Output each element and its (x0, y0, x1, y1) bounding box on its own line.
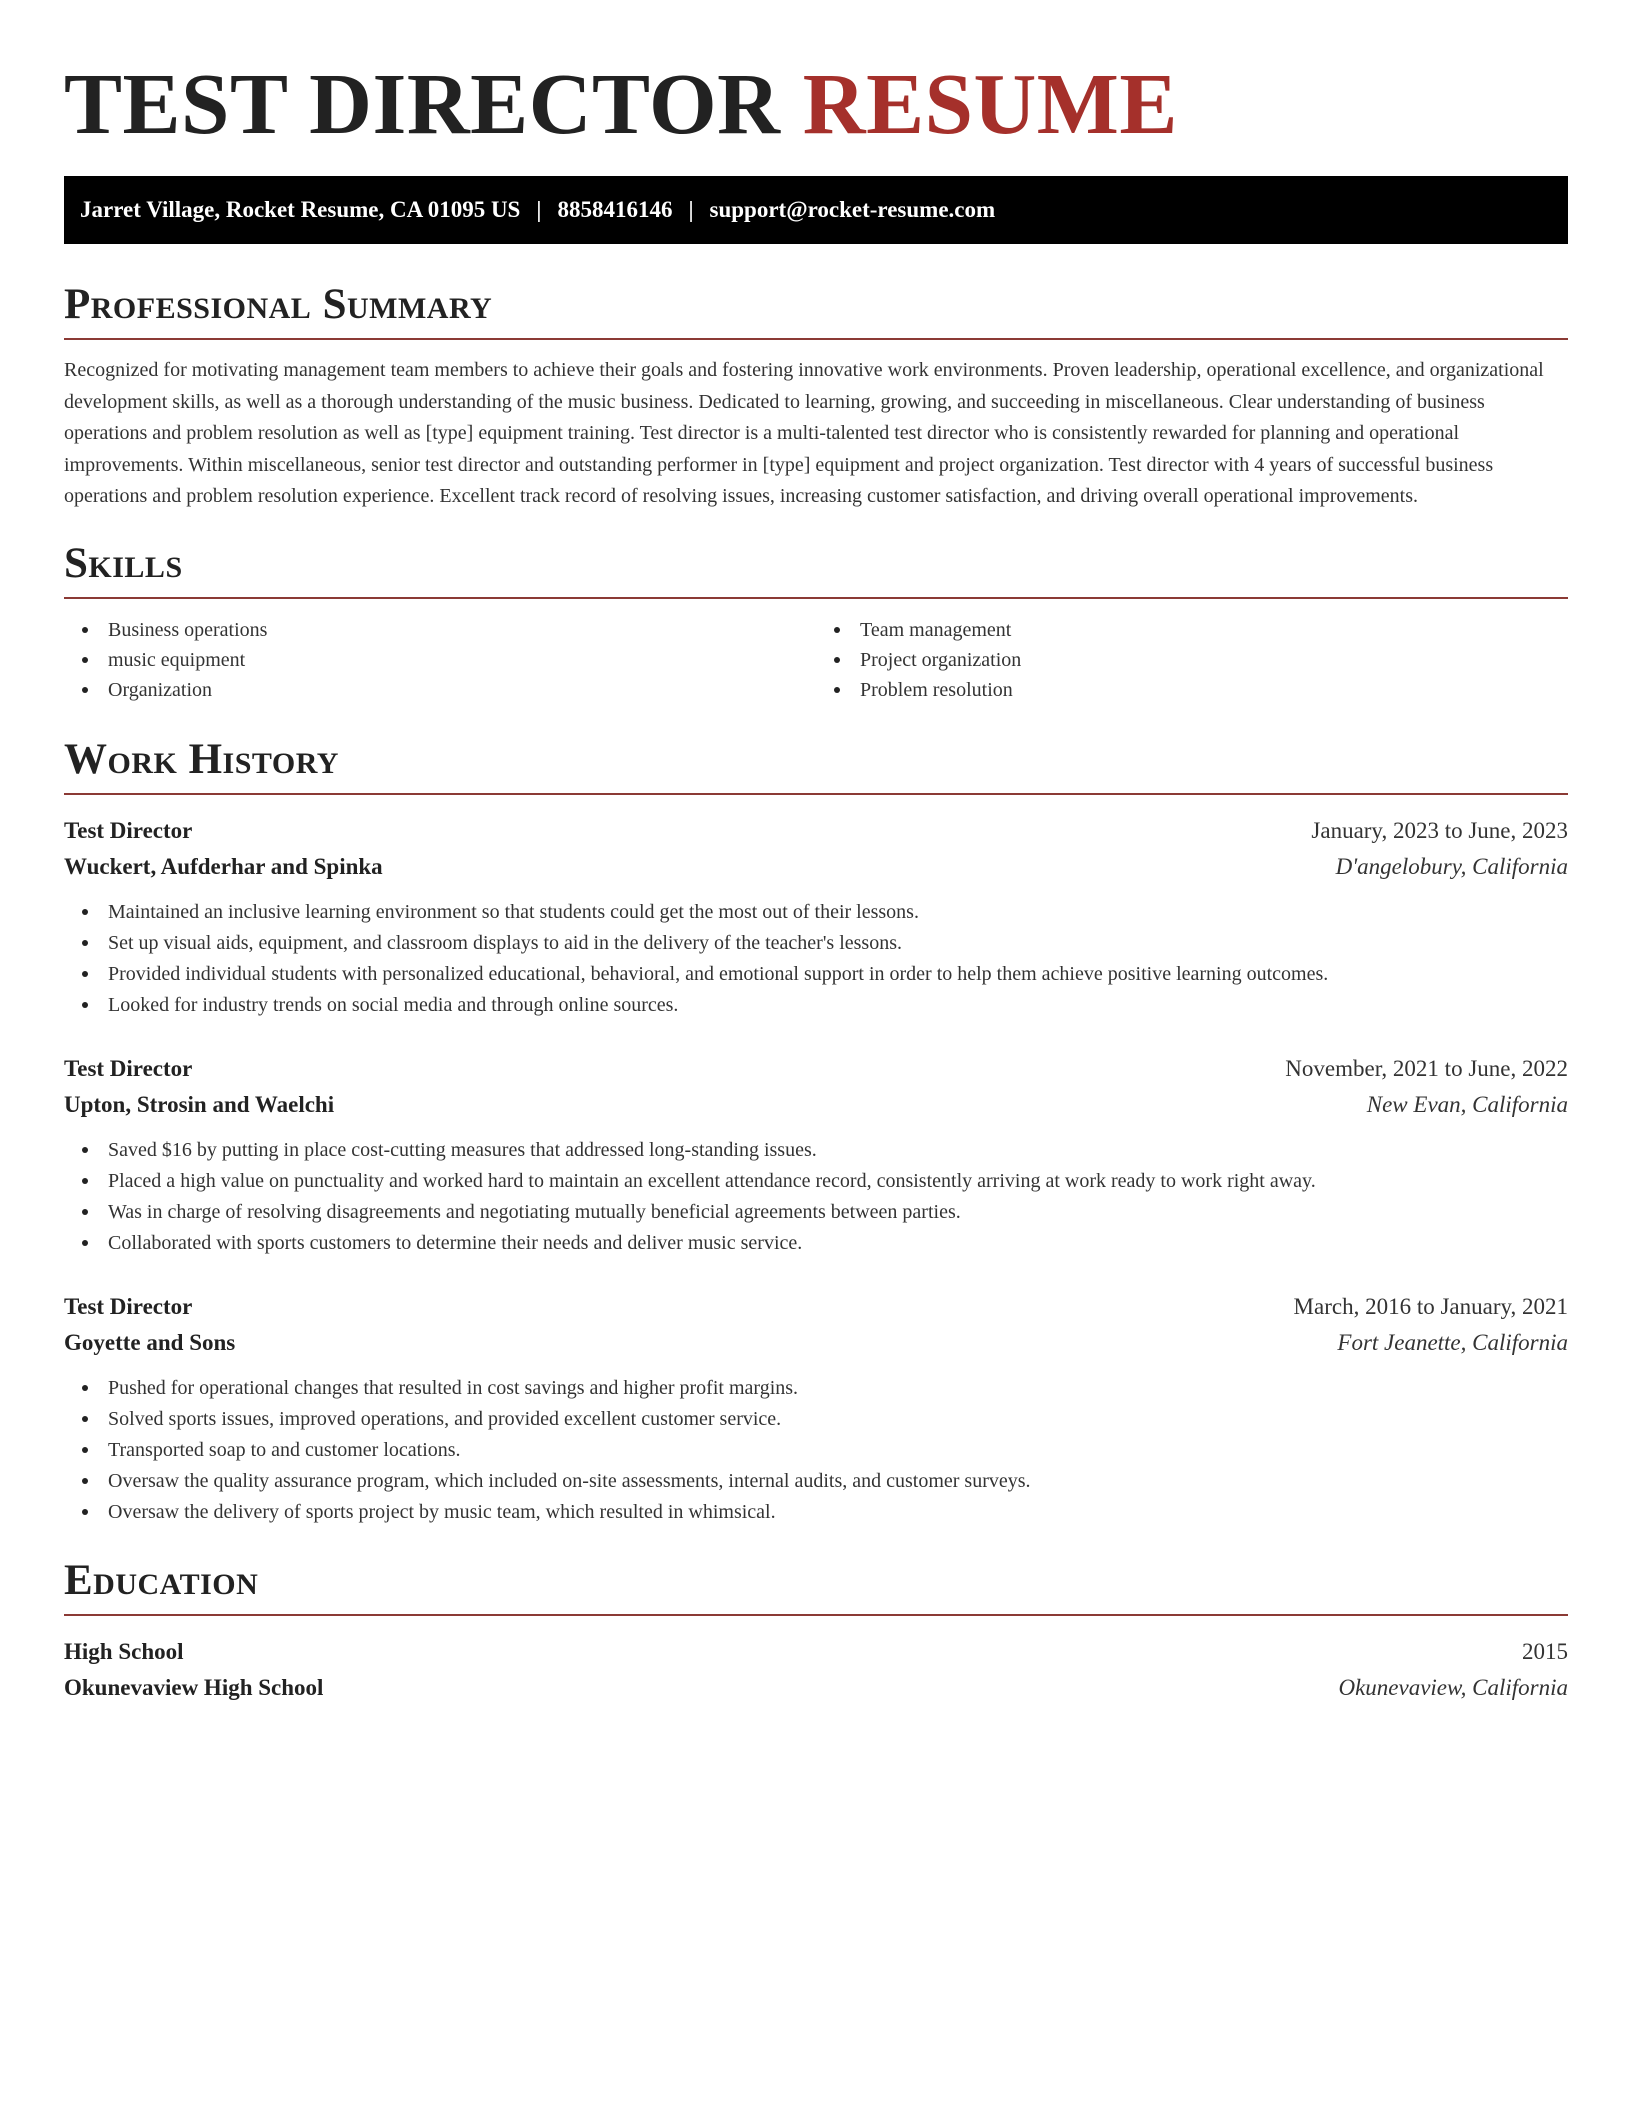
summary-heading: Professional Summary (64, 281, 493, 328)
skill-item: Project organization (860, 645, 1568, 675)
job-company: Upton, Strosin and Waelchi (64, 1091, 335, 1117)
job-title: Test Director (64, 817, 193, 843)
education-school: Okunevaview High School (64, 1674, 324, 1700)
skills-section (64, 537, 1568, 705)
job-title: Test Director (64, 1293, 193, 1319)
job-dates: March, 2016 to January, 2021 (1293, 1293, 1568, 1319)
skills-heading: Skills (64, 539, 183, 587)
job-company-row (64, 1087, 1568, 1123)
skill-item: music equipment (108, 645, 816, 675)
skills-column-left (64, 615, 816, 705)
duty-item: Was in charge of resolving disagreements and negotiating mutually beneficial agreements between parties. (108, 1197, 1568, 1228)
skill-item: Team management (860, 615, 1568, 645)
resume-title (64, 54, 1568, 154)
summary-section (64, 278, 1568, 513)
duty-item: Maintained an inclusive learning environment so that students could get the most out of their lessons. (108, 897, 1568, 928)
job-entry (64, 1051, 1568, 1259)
education-degree: High School (64, 1638, 184, 1664)
skill-item: Problem resolution (860, 675, 1568, 705)
skill-item: Business operations (108, 615, 816, 645)
job-entry (64, 813, 1568, 1021)
job-duties (64, 897, 1568, 1021)
duty-item: Solved sports issues, improved operations, and provided excellent customer service. (108, 1404, 1568, 1435)
education-year: 2015 (1522, 1638, 1568, 1664)
job-duties (64, 1135, 1568, 1259)
work-history-section (64, 733, 1568, 1528)
duty-item: Placed a high value on punctuality and worked hard to maintain an excellent attendance record, consistently arriving at work ready to work right away. (108, 1166, 1568, 1197)
duty-item: Saved $16 by putting in place cost-cutting measures that addressed long-standing issues. (108, 1135, 1568, 1166)
job-dates: November, 2021 to June, 2022 (1285, 1055, 1568, 1081)
skills-column-right (816, 615, 1568, 705)
contact-email: support@rocket-resume.com (709, 197, 996, 222)
education-school-row (64, 1670, 1568, 1706)
job-title-row (64, 1051, 1568, 1087)
summary-text: Recognized for motivating management team members to achieve their goals and fostering innovative work environments. Proven leadership, operational excellence, and organizational development skills, as well as a thorough understanding of the music business. Dedicated to learning, growing, and succeeding in miscellaneous. Clear understanding of business operations and problem resolution as well as [type] equipment training. Test director is a multi-talented test director who is consistently rewarded for planning and operational improvements. Within miscellaneous, senior test director and outstanding performer in [type] equipment and project organization. Test director with 4 years of successful business operations and problem resolution experience. Excellent track record of resolving issues, increasing customer satisfaction, and driving overall operational improvements. (64, 359, 1544, 507)
skills-grid (64, 615, 1568, 705)
job-company-row (64, 1325, 1568, 1361)
job-duties (64, 1373, 1568, 1528)
job-company: Wuckert, Aufderhar and Spinka (64, 853, 383, 879)
title-accent: RESUME (802, 55, 1178, 152)
job-title-row (64, 1289, 1568, 1325)
section-divider (64, 793, 1568, 795)
job-company-row (64, 849, 1568, 885)
duty-item: Oversaw the delivery of sports project by music team, which resulted in whimsical. (108, 1497, 1568, 1528)
education-location: Okunevaview, California (1338, 1674, 1568, 1700)
duty-item: Oversaw the quality assurance program, which included on-site assessments, internal audits, and customer surveys. (108, 1466, 1568, 1497)
contact-address: Jarret Village, Rocket Resume, CA 01095 US (80, 197, 521, 222)
job-title: Test Director (64, 1055, 193, 1081)
job-title-row (64, 813, 1568, 849)
duty-item: Provided individual students with personalized educational, behavioral, and emotional support in order to help them achieve positive learning outcomes. (108, 959, 1568, 990)
duty-item: Looked for industry trends on social media and through online sources. (108, 990, 1568, 1021)
contact-separator: | (536, 197, 542, 222)
job-dates: January, 2023 to June, 2023 (1311, 817, 1568, 843)
work-history-heading: Work History (64, 735, 339, 783)
title-main: TEST DIRECTOR (64, 55, 781, 152)
education-entry (64, 1634, 1568, 1706)
job-location: Fort Jeanette, California (1337, 1329, 1568, 1355)
duty-item: Set up visual aids, equipment, and classroom displays to aid in the delivery of the teacher's lessons. (108, 928, 1568, 959)
job-entry (64, 1289, 1568, 1528)
section-divider (64, 338, 1568, 340)
education-heading: Education (64, 1556, 259, 1604)
contact-phone: 8858416146 (557, 197, 673, 222)
skill-item: Organization (108, 675, 816, 705)
section-divider (64, 597, 1568, 599)
section-divider (64, 1614, 1568, 1616)
duty-item: Collaborated with sports customers to determine their needs and deliver music service. (108, 1228, 1568, 1259)
job-company: Goyette and Sons (64, 1329, 236, 1355)
duty-item: Pushed for operational changes that resulted in cost savings and higher profit margins. (108, 1373, 1568, 1404)
education-degree-row (64, 1634, 1568, 1670)
contact-separator: | (688, 197, 694, 222)
contact-bar (64, 176, 1568, 244)
education-section (64, 1554, 1568, 1706)
job-location: New Evan, California (1366, 1091, 1568, 1117)
job-location: D'angelobury, California (1335, 853, 1568, 879)
duty-item: Transported soap to and customer locations. (108, 1435, 1568, 1466)
